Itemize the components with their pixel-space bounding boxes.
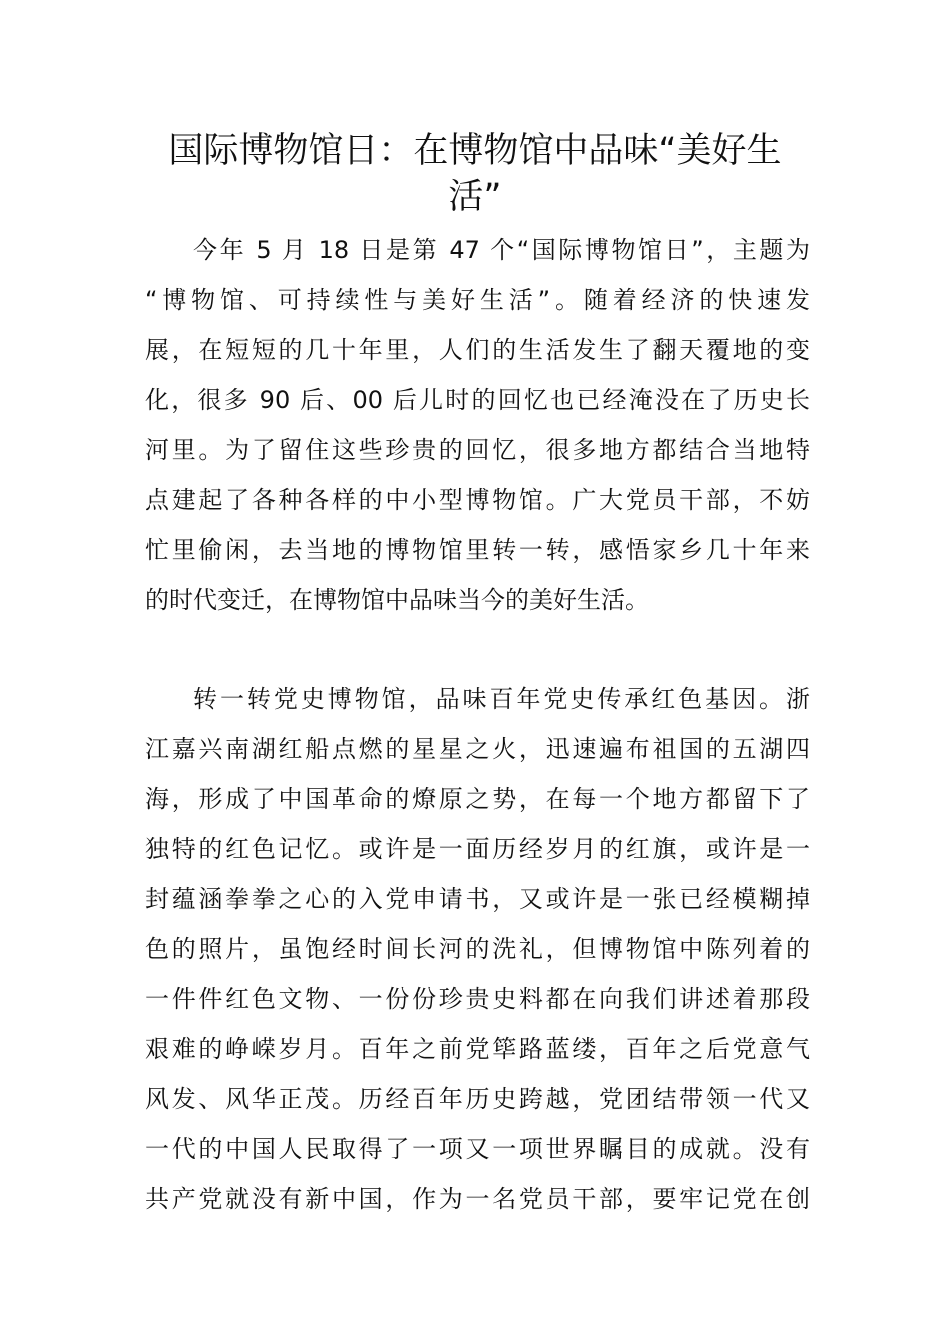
- text-line: 江嘉兴南湖红船点燃的星星之火，迅速遍布祖国的五湖四: [145, 735, 810, 763]
- text-line: 点建起了各种各样的中小型博物馆。广大党员干部，不妨: [145, 486, 810, 514]
- text-line: 共产党就没有新中国，作为一名党员干部，要牢记党在创: [145, 1185, 810, 1213]
- text-line: “博物馆、可持续性与美好生活”。随着经济的快速发: [145, 286, 810, 314]
- text-line: 河里。为了留住这些珍贵的回忆，很多地方都结合当地特: [145, 436, 810, 464]
- text-line: 的时代变迁，在博物馆中品味当今的美好生活。: [145, 586, 649, 614]
- text-line: 色的照片，虽饱经时间长河的洗礼，但博物馆中陈列着的: [145, 935, 810, 963]
- text-line: 化，很多 90 后、00 后儿时的回忆也已经淹没在了历史长: [145, 386, 810, 414]
- text-line: 一代的中国人民取得了一项又一项世界瞩目的成就。没有: [145, 1135, 810, 1163]
- text-line: 风发、风华正茂。历经百年历史跨越，党团结带领一代又: [145, 1085, 810, 1113]
- text-line: 一件件红色文物、一份份珍贵史料都在向我们讲述着那段: [145, 985, 810, 1013]
- text-line: 今年 5 月 18 日是第 47 个“国际博物馆日”，主题为: [193, 236, 810, 264]
- text-line: 独特的红色记忆。或许是一面历经岁月的红旗，或许是一: [145, 835, 810, 863]
- text-line: 转一转党史博物馆，品味百年党史传承红色基因。浙: [193, 685, 810, 713]
- text-line: 海，形成了中国革命的燎原之势，在每一个地方都留下了: [145, 785, 810, 813]
- text-line: 忙里偷闲，去当地的博物馆里转一转，感悟家乡几十年来: [145, 536, 810, 564]
- paragraph: [145, 674, 810, 1224]
- document-title: [145, 128, 805, 220]
- paragraph: [145, 225, 810, 625]
- text-line: 封蕴涵拳拳之心的入党申请书，又或许是一张已经模糊掉: [145, 885, 810, 913]
- text-line: 展，在短短的几十年里，人们的生活发生了翻天覆地的变: [145, 336, 810, 364]
- title-line: 活”: [448, 177, 502, 217]
- text-line: 艰难的峥嵘岁月。百年之前党筚路蓝缕，百年之后党意气: [145, 1035, 810, 1063]
- title-line: 国际博物馆日：在博物馆中品味“美好生: [168, 131, 782, 171]
